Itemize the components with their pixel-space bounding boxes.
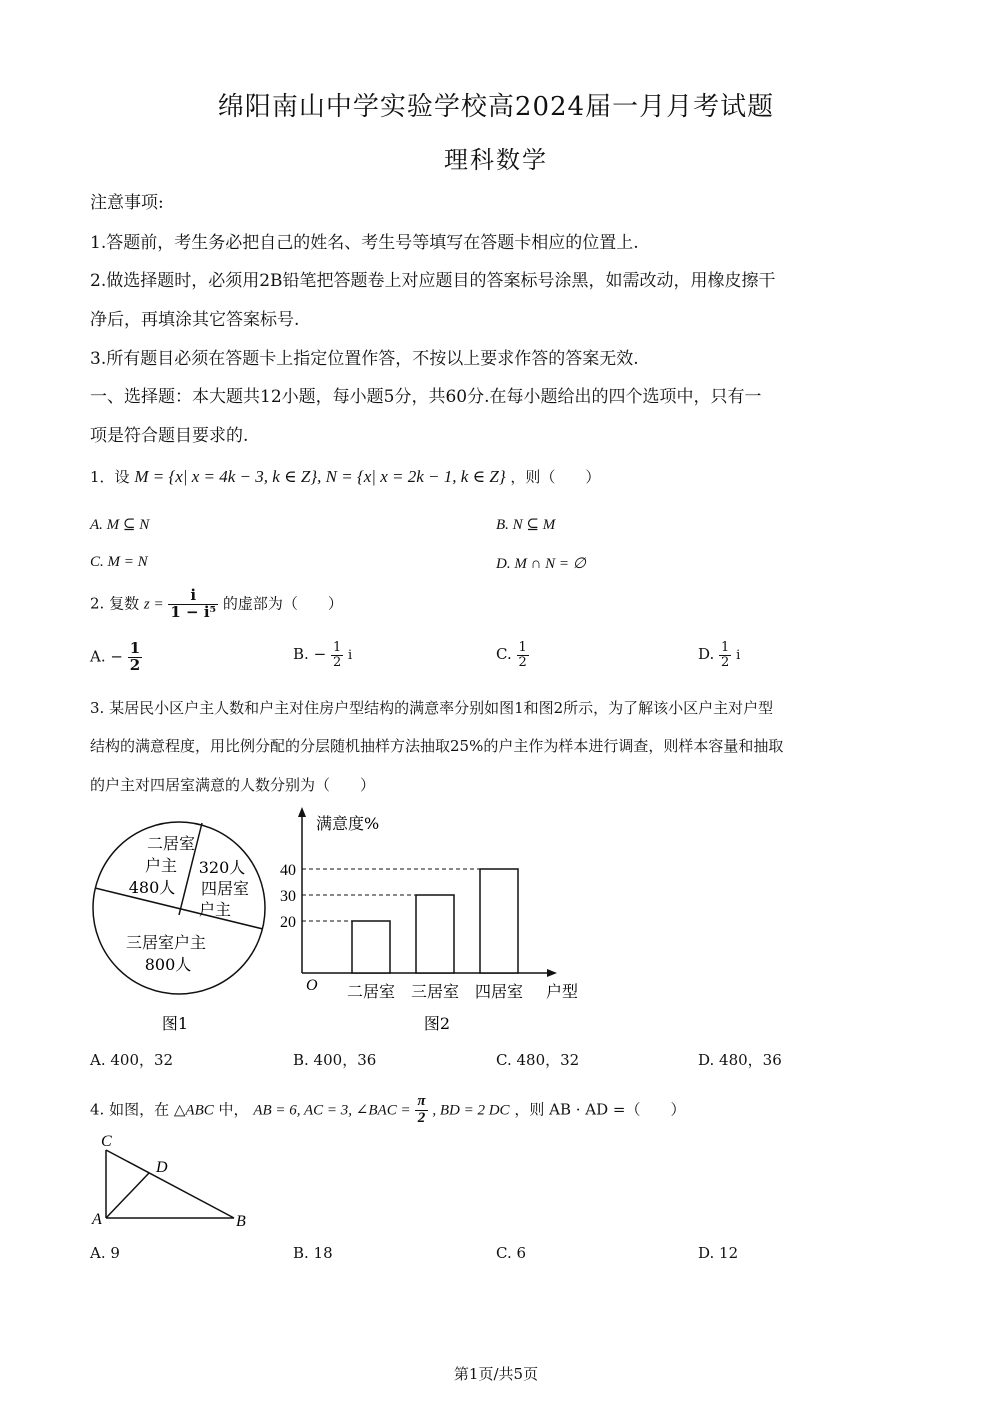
vertex-c-label: C: [101, 1133, 112, 1150]
q3-line: 的户主对四居室满意的人数分别为（ ）: [90, 776, 376, 794]
pie-label-3room: 三居室户主: [125, 933, 207, 952]
q2-fraction: [168, 588, 218, 621]
q1-option-b: B. N ⊆ M: [496, 517, 556, 533]
q1-tail: ，则（ ）: [510, 468, 601, 486]
x-tick-label: 三居室: [410, 982, 460, 1001]
y-axis-arrow: [298, 807, 306, 817]
q2-number: 2. 复数: [90, 594, 140, 613]
frac-den: 2: [518, 654, 527, 670]
q2-frac-num: i: [168, 588, 218, 605]
origin-label: O: [306, 977, 318, 994]
y-tick-label: 40: [280, 862, 296, 879]
q2-option-label: D.: [698, 645, 715, 664]
q2-option-c: [496, 641, 529, 669]
frac-num: 1: [129, 639, 141, 657]
section-heading: 一、选择题：本大题共12小题，每小题5分，共60分.在每小题给出的四个选项中，只有一: [90, 387, 762, 407]
q4-option-c: C. 6: [496, 1244, 527, 1262]
section-heading-cont: 项是符合题目要求的.: [90, 426, 249, 446]
x-axis-label: 户型: [545, 982, 579, 1001]
frac-num: 1: [518, 640, 527, 655]
q2-option-frac: [719, 641, 731, 669]
notice-item: 净后，再填涂其它答案标号.: [90, 310, 300, 330]
q4-option-d: D. 12: [698, 1244, 739, 1262]
x-tick-label: 四居室: [474, 982, 524, 1001]
figure-2-bar-chart: [280, 805, 610, 1040]
vertex-b-label: B: [236, 1213, 246, 1230]
q4-triangle-figure: [88, 1128, 258, 1233]
q2-option-label: C.: [496, 645, 512, 664]
q2-option-label: B.: [293, 645, 309, 664]
pie-label-3room-count: 800人: [144, 955, 192, 974]
pie-label-2room: 户主: [144, 856, 178, 875]
pie-label-4room: 四居室: [200, 879, 250, 898]
x-axis-arrow: [547, 969, 557, 977]
figure-2-caption: 图2: [423, 1014, 451, 1033]
q3-line: 3. 某居民小区户主人数和户主对住房户型结构的满意率分别如图1和图2所示，为了解该小区户主对户型: [90, 699, 774, 717]
page-title: 绵阳南山中学实验学校高2024届一月月考试题: [217, 92, 775, 122]
notice-item: 1.答题前，考生务必把自己的姓名、考生号等填写在答题卡相应的位置上.: [90, 233, 639, 253]
q2-z: z =: [143, 596, 164, 613]
q2-option-frac: [517, 641, 529, 669]
figure-1-caption: 图1: [161, 1014, 189, 1033]
q4-condition: AB = 6, AC = 3, ∠BAC =: [253, 1102, 411, 1119]
segment-ad: [106, 1173, 149, 1218]
pie-label-4room-count: 320人: [198, 858, 246, 877]
frac-den: 2: [417, 1109, 426, 1126]
q2-frac-den: 1 − i⁵: [170, 602, 217, 621]
q4-option-a: A. 9: [90, 1244, 120, 1262]
notice-item: 2.做选择题时，必须用2B铅笔把答题卷上对应题目的答案标号涂黑，如需改动，用橡皮擦干: [90, 271, 776, 291]
q1-option-d: D. M ∩ N = ∅: [496, 556, 586, 572]
q1-stem: M = {x| x = 4k − 3, k ∈ Z}, N = {x| x = 2k − 1, k ∈ Z}: [134, 467, 506, 486]
q4-angle-frac: [415, 1094, 427, 1127]
point-d-label: D: [156, 1159, 168, 1176]
frac-num: 1: [721, 640, 730, 655]
question-1: [90, 466, 600, 487]
q4-number: 4. 如图，在: [90, 1100, 170, 1119]
q2-option-frac: [331, 641, 343, 669]
bar: [352, 921, 390, 973]
side-cb: [106, 1150, 234, 1218]
pie-label-2room-count: 480人: [128, 878, 176, 897]
frac-den: 2: [129, 655, 141, 674]
q3-option-c: C. 480，32: [496, 1051, 580, 1069]
q4-triangle: △ABC: [173, 1102, 214, 1119]
question-2: [90, 588, 343, 621]
y-axis-label: 满意度%: [316, 814, 380, 833]
q2-option-a: [90, 641, 142, 674]
q3-option-a: A. 400，32: [90, 1051, 174, 1069]
q2-option-i: i: [348, 648, 353, 664]
q1-option-a: A. M ⊆ N: [90, 517, 150, 533]
x-tick-label: 二居室: [346, 982, 396, 1001]
q3-option-d: D. 480，36: [698, 1051, 782, 1069]
q2-option-sign: −: [110, 647, 123, 666]
y-tick-label: 30: [280, 888, 296, 905]
pie-label-2room: 二居室: [146, 834, 196, 853]
q4-option-b: B. 18: [293, 1244, 333, 1262]
q3-line: 结构的满意程度，用比例分配的分层随机抽样方法抽取25%的户主作为样本进行调查，则样本容量和抽取: [90, 737, 784, 755]
q2-option-b: [293, 641, 352, 669]
q2-option-label: A.: [90, 647, 106, 666]
y-tick-label: 20: [280, 914, 296, 931]
bar: [480, 869, 518, 973]
q1-number: 1．设: [90, 468, 130, 486]
q2-option-sign: −: [313, 645, 327, 664]
vertex-a-label: A: [92, 1211, 102, 1228]
q2-option-d: [698, 641, 740, 669]
bar: [416, 895, 454, 973]
q3-option-b: B. 400，36: [293, 1051, 377, 1069]
q4-vector-cond: , BD = 2 DC: [432, 1102, 510, 1119]
q2-option-frac: [128, 641, 142, 674]
frac-num: 1: [332, 640, 342, 655]
pie-label-4room: 户主: [198, 900, 232, 919]
page-subtitle: 理科数学: [444, 146, 548, 174]
q4-tail: ，则 AB · AD =（ ）: [514, 1100, 686, 1119]
q1-option-c: C. M = N: [90, 554, 148, 570]
notice-heading: 注意事项:: [90, 193, 164, 213]
frac-den: 2: [721, 654, 730, 670]
notice-item: 3.所有题目必须在答题卡上指定位置作答，不按以上要求作答的答案无效.: [90, 349, 639, 369]
question-4: [90, 1094, 685, 1127]
frac-den: 2: [332, 654, 342, 670]
figure-1-pie: [88, 815, 273, 1040]
page-footer: 第1页/共5页: [453, 1365, 539, 1383]
q2-option-i: i: [736, 648, 741, 664]
frac-num: π: [417, 1093, 426, 1109]
q4-mid: 中，: [218, 1100, 249, 1119]
q2-tail: 的虚部为（ ）: [222, 594, 343, 613]
